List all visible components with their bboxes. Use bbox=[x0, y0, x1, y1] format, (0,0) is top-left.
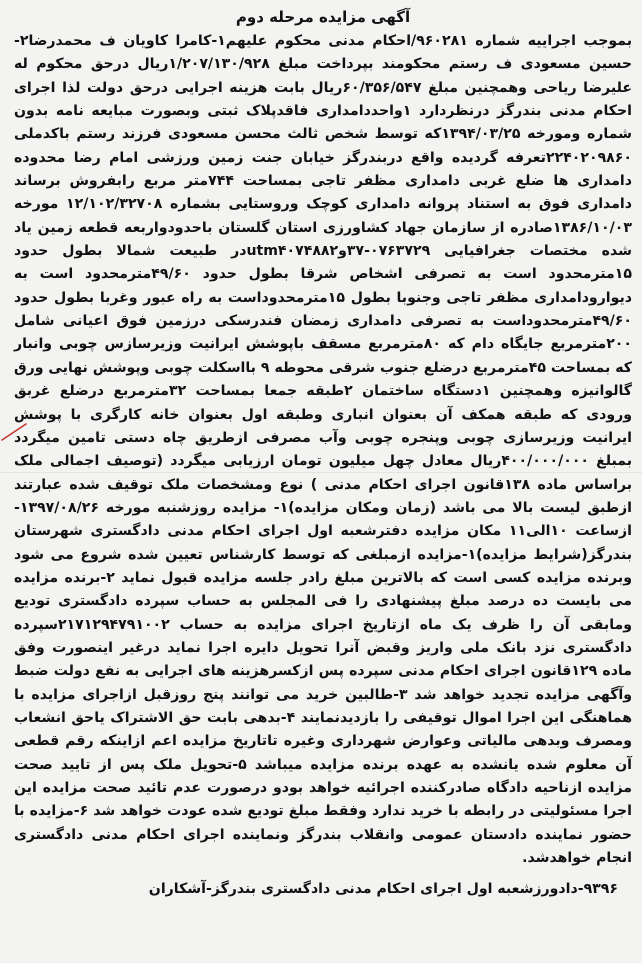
red-pen-mark-icon bbox=[0, 410, 40, 450]
notice-footer: ۹۳۹۶-دادورزشعبه اول اجرای احکام مدنی دادگستری بندرگز-آشکاران bbox=[148, 881, 618, 898]
auction-notice bbox=[14, 6, 632, 954]
notice-body: بموجب اجراییه شماره ۹۶۰۲۸۱/احکام مدنی محکوم علیهم۱-کامرا کاویان ف محمدرضا۲- حسین مسعودی ف رستم محکومند بپرداخت مبلغ ۱/۲۰۷/۱۳۰/۹۲۸ریال درحق محکوم له علیرضا ریاحی وهمچنین مبلغ ۶۰/۳۵۶/۵۴۷ریال بابت هزینه اجرایی درحق دولت لذا اجرای احکام مدنی بندرگز درنظردارد ۱واحددامداری فاقدپلاک ثبتی وبصورت مبایعه نامه بدون شماره ومورخه ۱۳۹۴/۰۳/۲۵که توسط شخص ثالث محسن مسعودی فرزند رستم باکدملی ۲۲۴۰۲۰۹۸۶۰تعرفه گردیده واقع دربندرگز خیابان جنت زمین ورزشی امام رضا محدوده دامداری ها ضلع غربی دامداری مظفر تاجی بمساحت ۷۴۴متر مربع رابفروش برساند دامداری فوق به استناد پروانه دامداری کوچک وروستایی بشماره ۱۲/۱۰۲/۳۲۷۰۸ مورخه ۱۳۸۶/۱۰/۰۳صادره از سازمان جهاد کشاورزی استان گلستان باحدودواربعه قطعه زمین یاد شده مختصات جغرافیایی ۰۷۶۳۷۲۹-۳۷وutm۴۰۷۴۸۸۲در طبیعت شمالا بطول حدود ۱۵مترمحدود است به تصرفی اشخاص شرقا بطول حدود ۴۹/۶۰مترمحدود است به دیوارودامداری مظفر تاجی وجنوبا بطول ۱۵مترمحدوداست به راه عبور وغربا بطول حدود ۴۹/۶۰مترمحدوداست به تصرفی دامداری زمضان فندرسکی درزمین فوق اعیانی شامل ۲۰۰مترمربع جایگاه دام که ۸۰مترمربع مسقف باپوشش ایرانیت وزیرسازس چوبی وانبار که بمساحت ۴۵مترمربع درضلع جنوب شرقی محوطه ۹ بااسکلت چوبی وپوشش نهایی ورق گالوانیزه وهمچنین ۱دستگاه ساختمان ۲طبقه جمعا بمساحت ۳۲مترمربع درضلع غربق ورودی که طبقه همکف آن بعنوان انباری وطبقه اول بعنوان خانه کارگری با پوشش ایرانیت وزیرسازی چوبی وپنجره چوبی وآب مصرفی ازطریق چاه دستی تامین میگردد بمبلغ ۴۰۰/۰۰۰/۰۰۰ریال معادل چهل میلیون تومان ارزیابی میگردد (توصیف اجمالی ملک براساس ماده ۱۳۸قانون اجرای احکام مدنی ) نوع ومشخصات ملک توقیف شده عبارتند ازطبق لیست بالا می باشد (زمان ومکان مزایده)۱- مزایده روزشنبه مورخه ۱۳۹۷/۰۸/۲۶-ازساعت ۱۰الی۱۱ مکان مزایده دفترشعبه اول اجرای احکام مدنی دادگستری شهرستان بندرگز(شرایط مزایده)۱-مزایده ازمبلغی که توسط کارشناس تعیین شده شروع می شود وبرنده مزایده کسی است که بالاترین مبلغ رادر جلسه مزایده قبول نماید ۲-برنده مزایده می بایست ده درصد مبلغ پیشنهادی را فی المجلس به حساب سپرده دادگستری تودیع ومابقی آن را ظرف یک ماه ازتاریخ اجرای مزایده به حساب ۲۱۷۱۲۹۴۷۹۱۰۰۲سپرده دادگستری نزد بانک ملی واریز وقبض آنرا تحویل دایره اجرا نماید درغیر اینصورت وفق ماده ۱۲۹قانون اجرای احکام مدنی سپرده پس ازکسرهزینه های اجرایی به نفع دولت ضبط وآگهی مزایده تجدید خواهد شد ۳-طالبین خرید می توانند پنج روزقبل ازاجرای مزایده با هماهنگی این اجرا اموال توقیفی را بازدیدنمایند ۴-بدهی بابت حق الاشتراک یاحق انشعاب ومصرف وبدهی مالیاتی وعوارض شهرداری وغیره تاتاریخ مزایده اعم ازاینکه رقم قطعی آن معلوم شده یانشده به عهده برنده مزایده میباشد ۵-تحویل ملک پس از تایید صحت مزایده ازناحیه دادگاه صادرکننده اجرائیه خواهد بودو درصورت عدم تائید صحت مزایده این اجرا مسئولیتی در رابطه با خرید ندارد وفقط مبلغ تودیع شده عودت خواهد شد ۶-مزایده با حضور نماینده دادستان عمومی وانقلاب بندرگز ونماینده اجرای احکام مدنی دادگستری انجام خواهدشد. bbox=[14, 33, 633, 867]
notice-title: آگهی مزایده مرحله دوم bbox=[235, 8, 411, 26]
paper-fold-line bbox=[0, 472, 642, 473]
